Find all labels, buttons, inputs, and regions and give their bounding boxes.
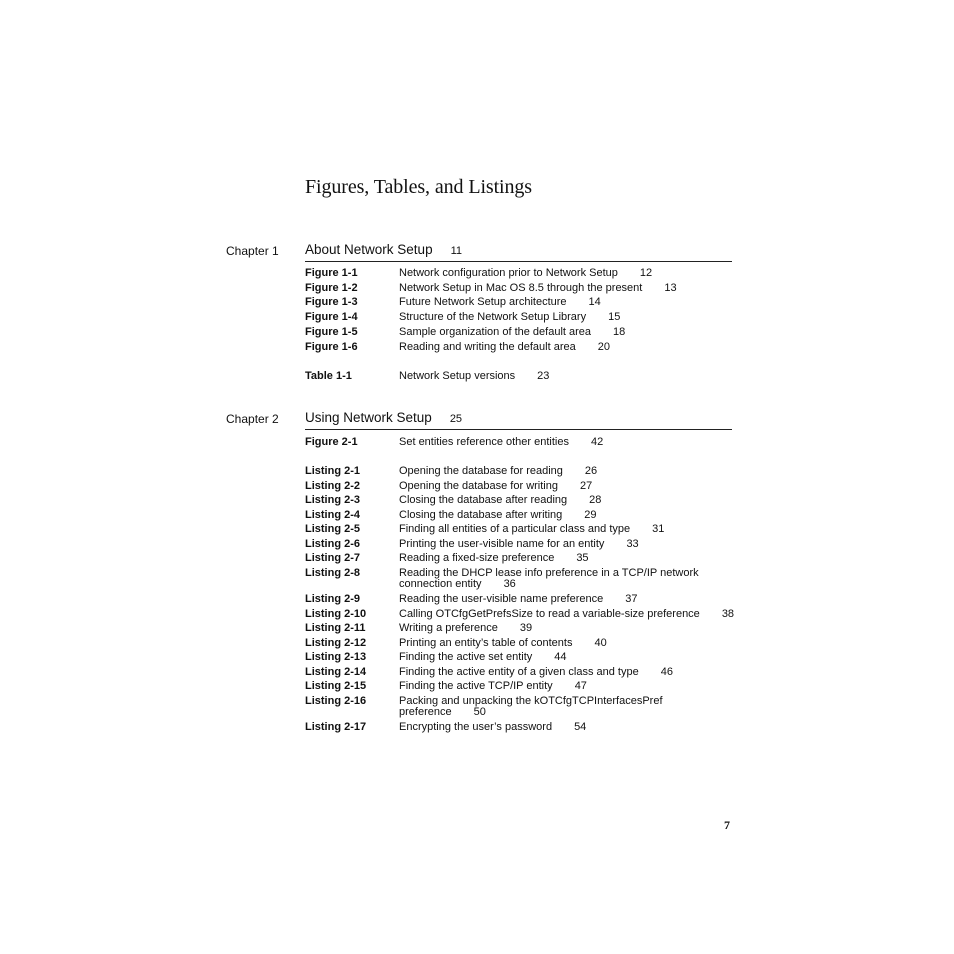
entry-page: 12 [639, 267, 653, 279]
entry-label: Listing 2-9 [305, 593, 361, 605]
entry-text: Calling OTCfgGetPrefsSize to read a variable-size preference 38 [399, 607, 735, 620]
chapter-title[interactable]: Using Network Setup 25 [305, 410, 463, 425]
entry-page: 20 [597, 340, 610, 353]
entry-label: Listing 2-4 [305, 508, 361, 521]
entry-label: Listing 2-12 [305, 636, 367, 649]
entry-page: 42 [590, 436, 604, 448]
entry-text: Network Setup in Mac OS 8.5 through the present 13 [399, 281, 677, 294]
chapter-label: Chapter 2 [226, 412, 279, 426]
entry-page: 28 [589, 494, 602, 506]
entry-page: 23 [537, 369, 550, 382]
entry-text: Closing the database after writing 29 [399, 508, 597, 521]
entry-page: 18 [613, 325, 626, 338]
entry-page: 38 [721, 607, 735, 620]
entry-text: Writing a preference 39 [399, 622, 533, 634]
entry-text: Set entities reference other entities 42 [399, 436, 604, 448]
entry-label: Listing 2-6 [305, 537, 361, 550]
entry-text: Structure of the Network Setup Library 15 [399, 311, 621, 324]
entry-page: 35 [576, 552, 589, 564]
entry-text: Printing the user-visible name for an entity 33 [399, 537, 639, 550]
entry-page: 36 [503, 578, 516, 590]
entry-label: Listing 2-10 [305, 607, 367, 620]
entry-text: Reading and writing the default area 20 [399, 340, 610, 353]
entry-text: Sample organization of the default area 18 [399, 325, 626, 338]
entry-page: 31 [652, 523, 665, 535]
chapter-label: Chapter 1 [226, 244, 279, 258]
entry-label: Figure 1-6 [305, 340, 358, 353]
entry-page: 47 [574, 680, 587, 692]
page-number: 7 [724, 818, 730, 832]
entry-label: Listing 2-1 [305, 465, 361, 477]
entry-page: 26 [584, 465, 598, 477]
entry-page: 37 [625, 593, 638, 605]
entry-text: Opening the database for writing 27 [399, 479, 593, 492]
entry-text: Future Network Setup architecture 14 [399, 296, 601, 309]
entry-page: 40 [594, 636, 607, 649]
entry-page: 33 [626, 537, 639, 550]
entry-page: 15 [608, 311, 621, 324]
entry-label: Figure 1-5 [305, 325, 358, 338]
entry-text: Reading the DHCP lease info preference in a TCP/IP network connection entity 36 [399, 566, 699, 590]
entry-label: Listing 2-2 [305, 479, 361, 492]
entry-label: Figure 2-1 [305, 436, 358, 448]
entry-page: 39 [519, 622, 533, 634]
entry-label: Listing 2-3 [305, 494, 361, 506]
entry-page: 50 [473, 706, 486, 718]
entry-page: 29 [584, 508, 597, 521]
entry-label: Listing 2-16 [305, 694, 367, 707]
entry-label: Figure 1-1 [305, 267, 358, 279]
entry-label: Listing 2-11 [305, 622, 366, 634]
entry-label: Listing 2-5 [305, 523, 361, 535]
entry-page: 44 [554, 651, 567, 663]
chapter-page-number: 25 [449, 413, 463, 425]
chapter-rule [305, 429, 732, 430]
entry-text: Encrypting the user’s password 54 [399, 720, 587, 733]
entry-page: 46 [660, 665, 673, 678]
entry-label: Listing 2-15 [305, 680, 367, 692]
chapter-rule [305, 261, 732, 262]
entry-text: Finding all entities of a particular class and type 31 [399, 523, 665, 535]
entry-text: Closing the database after reading 28 [399, 494, 602, 506]
entry-text: Printing an entity’s table of contents 40 [399, 636, 607, 649]
entry-text: Finding the active set entity 44 [399, 651, 567, 663]
entry-text: Network configuration prior to Network Setup 12 [399, 267, 653, 279]
entry-label: Figure 1-3 [305, 296, 358, 309]
entry-label: Table 1-1 [305, 369, 352, 382]
entry-text: Finding the active entity of a given class and type 46 [399, 665, 673, 678]
chapter-page-number: 11 [450, 245, 462, 257]
entry-text: Opening the database for reading 26 [399, 465, 598, 477]
entry-page: 54 [574, 720, 587, 733]
entry-label: Listing 2-14 [305, 665, 367, 678]
entry-label: Listing 2-13 [305, 651, 367, 663]
entry-page: 14 [588, 296, 601, 309]
page-title: Figures, Tables, and Listings [305, 176, 532, 198]
entry-label: Figure 1-2 [305, 281, 358, 294]
entry-label: Figure 1-4 [305, 311, 358, 324]
entry-label: Listing 2-17 [305, 720, 367, 733]
entry-text: Finding the active TCP/IP entity 47 [399, 680, 587, 692]
entry-page: 27 [580, 479, 593, 492]
entry-text: Packing and unpacking the kOTCfgTCPInterfacesPref preference 50 [399, 694, 663, 718]
entry-text: Reading a fixed-size preference 35 [399, 552, 589, 564]
entry-page: 13 [664, 281, 677, 294]
entry-text: Reading the user-visible name preference 37 [399, 593, 638, 605]
chapter-title[interactable]: About Network Setup 11 [305, 242, 462, 257]
entry-label: Listing 2-8 [305, 566, 361, 579]
entry-label: Listing 2-7 [305, 552, 361, 564]
entry-text: Network Setup versions 23 [399, 369, 550, 382]
